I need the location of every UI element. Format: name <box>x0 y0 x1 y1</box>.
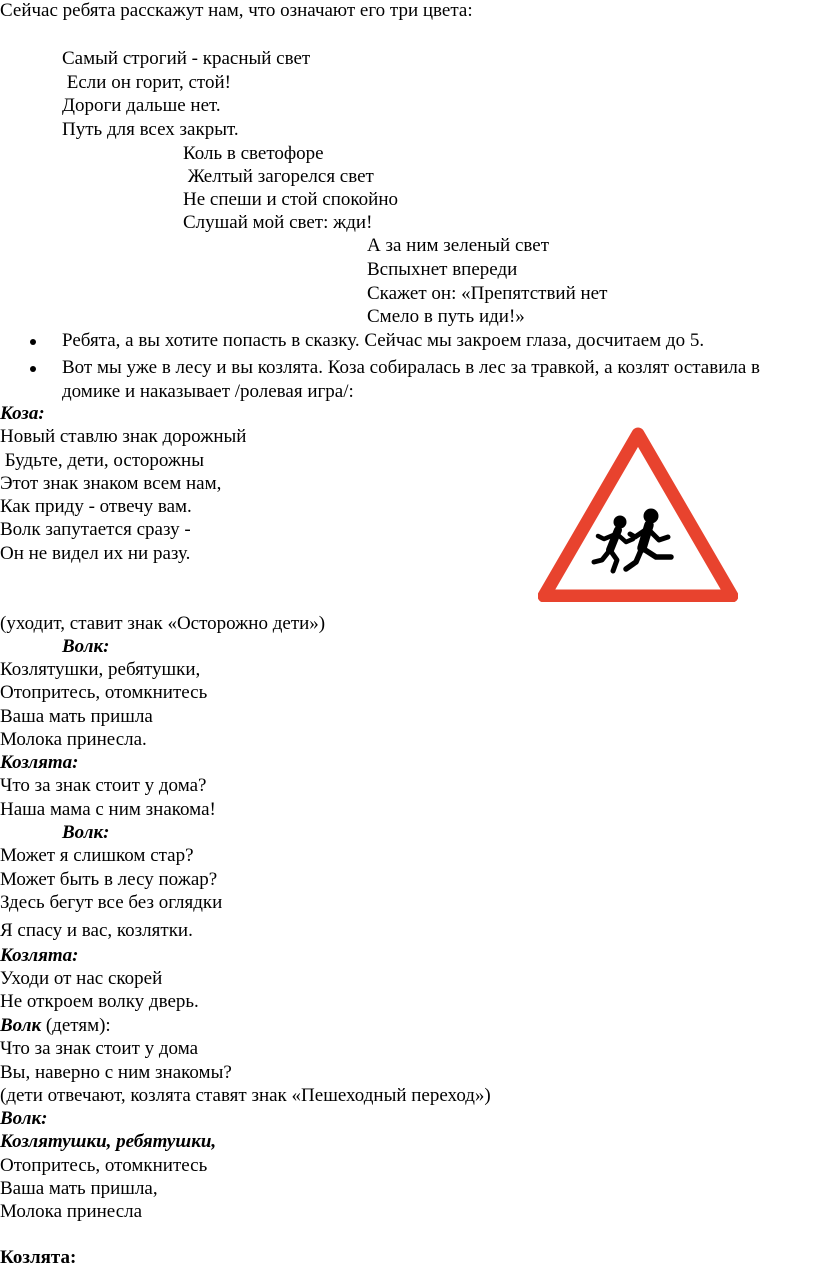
dialogue-line: Молока принесла <box>0 1201 143 1222</box>
dialogue-line: Ваша мать пришла <box>0 706 153 727</box>
dialogue-line: Наша мама с ним знакома! <box>0 799 216 820</box>
dialogue-line: Здесь бегут все без оглядки <box>0 892 223 913</box>
dialogue-line: Может быть в лесу пожар? <box>0 869 218 890</box>
poem-line: Смело в путь иди!» <box>367 306 525 327</box>
dialogue-line: Ваша мать пришла, <box>0 1178 158 1199</box>
dialogue-line: Новый ставлю знак дорожный <box>0 426 247 447</box>
poem-line: Слушай мой свет: жди! <box>183 212 373 233</box>
speaker-koza: Коза: <box>0 403 45 424</box>
bullet-text-continued: домике и наказывает /ролевая игра/: <box>62 381 354 402</box>
stage-direction: (уходит, ставит знак «Осторожно дети») <box>0 613 326 634</box>
stage-direction: (дети отвечают, козлята ставят знак «Пешеходный переход») <box>0 1085 491 1106</box>
poem-line: Если он горит, стой! <box>62 72 231 93</box>
speaker-kozlyata: Козлята: <box>0 752 79 773</box>
speaker-volk: Волк: <box>62 636 110 657</box>
poem-line: Дороги дальше нет. <box>62 95 221 116</box>
intro-text: Сейчас ребята расскажут нам, что означают его три цвета: <box>0 0 473 21</box>
speaker-volk: Волк: <box>62 822 110 843</box>
poem-line: Вспыхнет впереди <box>367 259 518 280</box>
dialogue-line: Отопритесь, отомкнитесь <box>0 682 208 703</box>
dialogue-line: Уходи от нас скорей <box>0 968 163 989</box>
speaker-kozlyata: Козлята: <box>0 945 79 966</box>
dialogue-line: Волк запутается сразу - <box>0 519 191 540</box>
dialogue-line-emphasis: Козлятушки, ребятушки, <box>0 1131 217 1152</box>
dialogue-line: Он не видел их ни разу. <box>0 543 191 564</box>
dialogue-line: Отопритесь, отомкнитесь <box>0 1155 208 1176</box>
poem-line: Не спеши и стой спокойно <box>183 189 399 210</box>
dialogue-line: Молока принесла. <box>0 729 147 750</box>
dialogue-line: Козлятушки, ребятушки, <box>0 659 201 680</box>
dialogue-line: Может я слишком стар? <box>0 845 194 866</box>
speaker-kozlyata: Козлята: <box>0 1247 77 1268</box>
dialogue-line: Что за знак стоит у дома <box>0 1038 199 1059</box>
dialogue-line: Я спасу и вас, козлятки. <box>0 920 193 941</box>
dialogue-line: Будьте, дети, осторожны <box>0 450 204 471</box>
poem-line: А за ним зеленый свет <box>367 235 550 256</box>
bullet-text: Ребята, а вы хотите попасть в сказку. Сейчас мы закроем глаза, досчитаем до 5. <box>62 330 705 351</box>
speaker-volk: Волк <box>0 1015 42 1036</box>
poem-line: Коль в светофоре <box>183 143 324 164</box>
children-crossing-sign-icon <box>538 426 738 602</box>
poem-line: Путь для всех закрыт. <box>62 119 239 140</box>
dialogue-line: Не откроем волку дверь. <box>0 991 199 1012</box>
speaker-note: (детям): <box>41 1015 111 1036</box>
poem-line: Скажет он: «Препятствий нет <box>367 283 608 304</box>
bullet-text: Вот мы уже в лесу и вы козлята. Коза собиралась в лес за травкой, а козлят оставила в <box>62 357 761 378</box>
speaker-volk: Волк: <box>0 1108 48 1129</box>
dialogue-line: Этот знак знаком всем нам, <box>0 473 222 494</box>
poem-line: Желтый загорелся свет <box>183 166 374 187</box>
dialogue-line: Как приду - отвечу вам. <box>0 496 192 517</box>
bullet-marker <box>30 339 36 345</box>
bullet-marker <box>30 366 36 372</box>
dialogue-line: Вы, наверно с ним знакомы? <box>0 1062 232 1083</box>
poem-line: Самый строгий - красный свет <box>62 48 311 69</box>
speaker-line-volk <box>0 1015 111 1037</box>
dialogue-line: Что за знак стоит у дома? <box>0 775 207 796</box>
